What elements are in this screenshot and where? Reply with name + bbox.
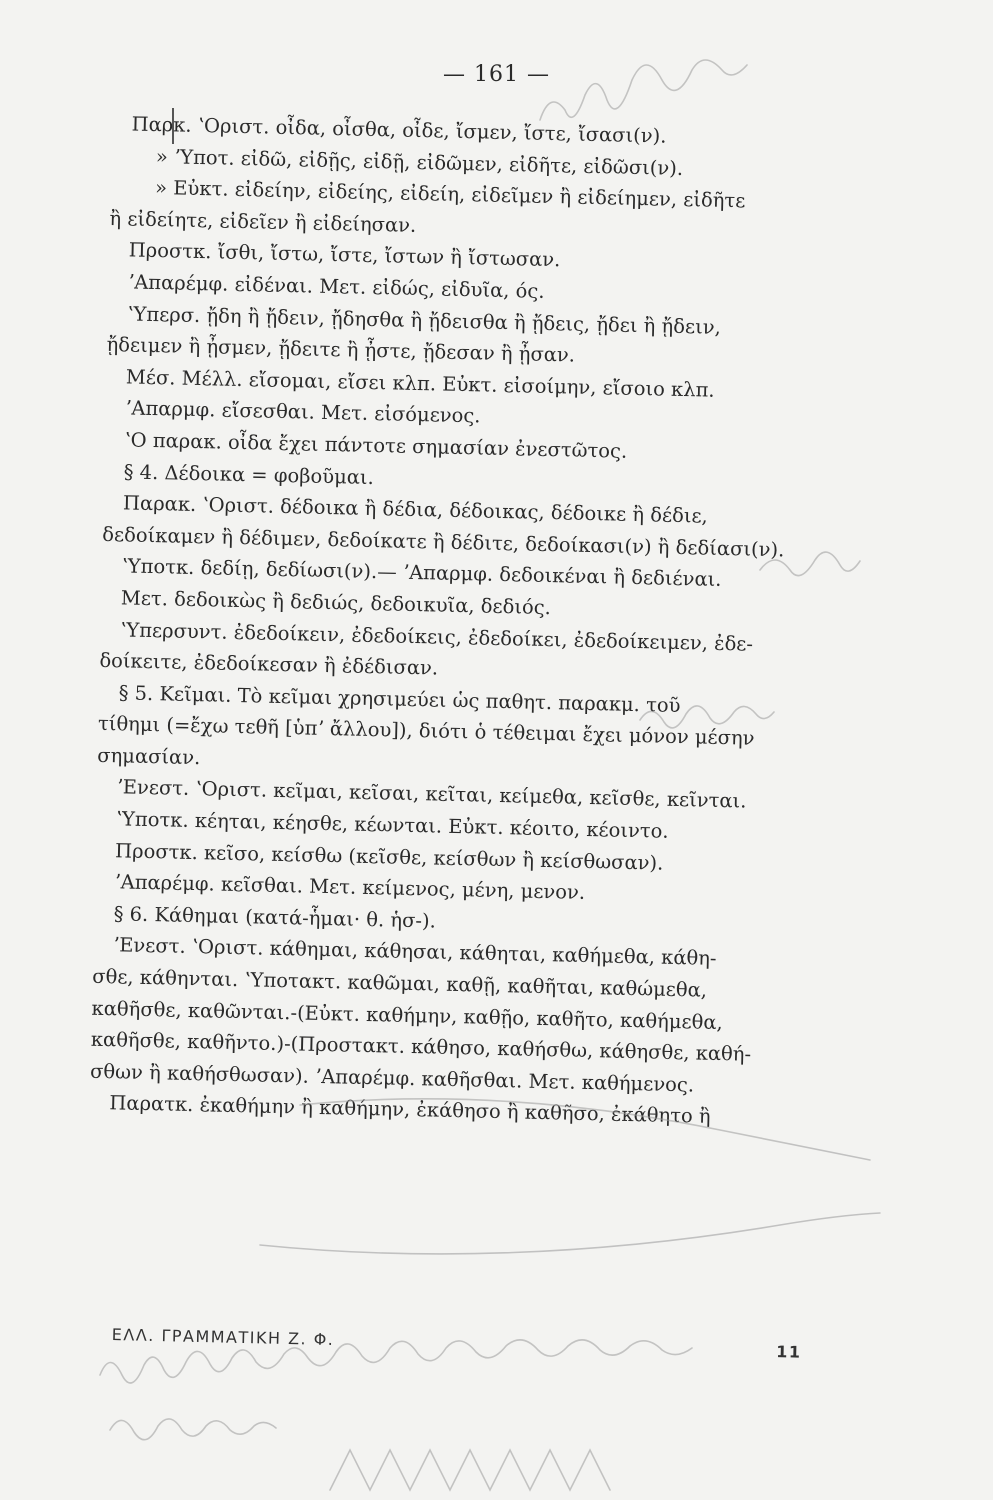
text-line: δεδοίκαμεν ἢ δέδιμεν, δεδοίκατε ἢ δέδιτε, δεδοίκασι(ν) ἢ δεδίασι(ν). xyxy=(102,522,785,562)
text-line: » Εὐκτ. εἰδείην, εἰδείης, εἰδείη, εἰδεῖμεν ἢ εἰδείημεν, εἰδῆτε xyxy=(154,176,746,213)
text-line: σημασίαν. xyxy=(97,743,201,770)
pencil-scribble xyxy=(760,552,860,576)
pencil-cross-line xyxy=(300,1099,870,1160)
text-line: τίθημι (=ἔχω τεθῆ [ὑπʼ ἄλλου]), διότι ὁ τέθειμαι ἔχει μόνον μέσην xyxy=(97,712,755,751)
text-line: ʽΥπερσ. ᾔδη ἢ ᾔδειν, ᾔδησθα ἢ ᾔδεισθα ἢ ᾔδεις, ᾔδει ἢ ᾔδειν, xyxy=(127,301,722,339)
section-heading: § 6. Κάθημαι (κατά-ἧμαι· θ. ἡσ-). xyxy=(113,902,437,933)
text-line: Μετ. δεδοικὼς ἢ δεδιώς, δεδοικυῖα, δεδιός. xyxy=(120,586,552,619)
pencil-scribble xyxy=(640,706,774,728)
text-line: ʼΕνεστ. ʽΟριστ. κεῖμαι, κεῖσαι, κεῖται, κείμεθα, κεῖσθε, κεῖνται. xyxy=(116,775,747,814)
text-line: καθῆσθε, καθῆντο.)-(Προστακτ. κάθησο, καθήσθω, κάθησθε, καθή- xyxy=(90,1027,752,1066)
pencil-scribble xyxy=(540,60,747,120)
text-line: ʼΑπαρέμφ. κεῖσθαι. Μετ. κείμενος, μένη, μενον. xyxy=(114,870,586,905)
pencil-cross-line xyxy=(260,1213,880,1254)
page-number: — 161 — xyxy=(443,62,550,87)
text-line: ʽΥποτκ. δεδίῃ, δεδίωσι(ν).— ʼΑπαρμφ. δεδοικέναι ἢ δεδιέναι. xyxy=(121,554,722,592)
text-line: » ʼΥποτ. εἰδῶ, εἰδῇς, εἰδῇ, εἰδῶμεν, εἰδῆτε, εἰδῶσι(ν). xyxy=(155,144,684,180)
section-heading: § 4. Δέδοικα = φοβοῦμαι. xyxy=(123,459,375,489)
text-line: Παρκ. ʽΟριστ. οἶδα, οἶσθα, οἶδε, ἴσμεν, ἴστε, ἴσασι(ν). xyxy=(131,112,667,148)
text-line: σθε, κάθηνται. ʽΥποτακτ. καθῶμαι, καθῇ, καθῆται, καθώμεθα, xyxy=(92,964,708,1002)
text-line: ʼΑπαρμφ. εἴσεσθαι. Μετ. εἰσόμενος. xyxy=(124,396,481,428)
text-line: Παρατκ. ἐκαθήμην ἢ καθήμην, ἐκάθησο ἢ καθῆσο, ἐκάθητο ἢ xyxy=(109,1091,711,1129)
text-line: ʼΕνεστ. ʽΟριστ. κάθημαι, κάθησαι, κάθηται, καθήμεθα, κάθη- xyxy=(112,933,717,971)
section-heading: § 5. Κεῖμαι. Τὸ κεῖμαι χρησιμεύει ὡς παθητ. παρακμ. τοῦ xyxy=(118,680,681,717)
text-line: Προστκ. κεῖσο, κείσθω (κεῖσθε, κείσθων ἢ κείσθωσαν). xyxy=(114,838,664,875)
text-line: Παρακ. ʽΟριστ. δέδοικα ἢ δέδια, δέδοικας, δέδοικε ἢ δέδιε, xyxy=(122,491,709,528)
printer-signature: ΕΛΛ. ΓΡΑΜΜΑΤΙΚΗ Ζ. Φ. xyxy=(111,1325,335,1350)
text-line: ʽΥποτκ. κέηται, κέησθε, κέωνται. Εὐκτ. κέοιτο, κέοιντο. xyxy=(115,807,669,843)
text-line: Προστκ. ἴσθι, ἴστω, ἴστε, ἴστων ἢ ἴστωσαν. xyxy=(128,238,561,272)
text-line: ʽΥπερσυντ. ἐδεδοίκειν, ἐδεδοίκεις, ἐδεδοίκει, ἐδεδοίκειμεν, ἐδε- xyxy=(119,617,754,656)
text-line: ἢ εἰδείητε, εἰδεῖεν ἢ εἰδείησαν. xyxy=(109,206,417,237)
pencil-zigzag xyxy=(330,1450,610,1490)
text-line: ʽΟ παρακ. οἶδα ἔχει πάντοτε σημασίαν ἐνεστῶτος. xyxy=(124,428,628,463)
pencil-scribble xyxy=(110,1419,276,1440)
text-line: ᾔδειμεν ἢ ᾖσμεν, ᾔδειτε ἢ ᾖστε, ᾔδεσαν ἢ ᾖσαν. xyxy=(106,333,576,367)
pencil-scribble xyxy=(100,1340,692,1383)
text-line: Μέσ. Μέλλ. εἴσομαι, εἴσει κλπ. Εὐκτ. εἰσοίμην, εἴσοιο κλπ. xyxy=(125,365,715,402)
sheet-number: 11 xyxy=(776,1342,802,1362)
text-line: καθῆσθε, καθῶνται.-(Εὐκτ. καθήμην, καθῇο, καθῆτο, καθήμεθα, xyxy=(91,996,723,1034)
text-line: σθων ἢ καθήσθωσαν). ʼΑπαρέμφ. καθῆσθαι. Μετ. καθήμενος. xyxy=(89,1059,695,1097)
text-line: δοίκειτε, ἐδεδοίκεσαν ἢ ἐδέδισαν. xyxy=(99,648,439,680)
text-line: ʼΑπαρέμφ. εἰδέναι. Μετ. εἰδώς, εἰδυῖα, ός. xyxy=(127,270,545,303)
